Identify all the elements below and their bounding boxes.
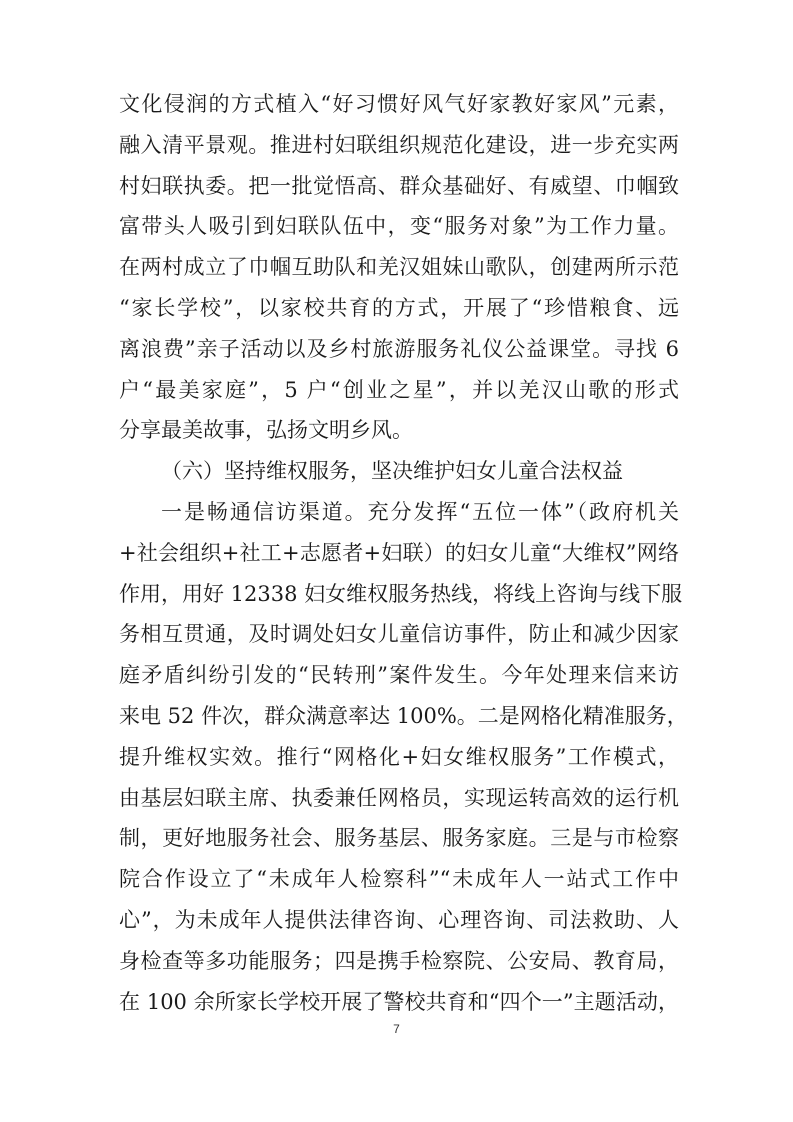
text-line: 文化侵润的方式植入“好习惯好风气好家教好家风”元素， xyxy=(119,92,679,116)
text-line: 由基层妇联主席、执委兼任网格员，实现运转高效的运行机 xyxy=(119,785,679,810)
text-line: 户“最美家庭”，5 户“创业之星”，并以羌汉山歌的形式 xyxy=(119,377,679,402)
text-line: 融入清平景观。推进村妇联组织规范化建设，进一步充实两 xyxy=(119,132,679,157)
page-number: 7 xyxy=(393,1022,400,1036)
text-line: 务相互贯通，及时调处妇女儿童信访事件，防止和减少因家 xyxy=(119,622,679,647)
body-text xyxy=(119,84,688,1022)
text-line: 在 100 余所家长学校开展了警校共育和“四个一”主题活动， xyxy=(119,989,679,1014)
text-line: 庭矛盾纠纷引发的“民转刑”案件发生。今年处理来信来访 xyxy=(119,663,679,688)
text-line: 来电 52 件次，群众满意率达 100%。二是网格化精准服务， xyxy=(119,703,688,728)
text-line: 离浪费”亲子活动以及乡村旅游服务礼仪公益课堂。寻找 6 xyxy=(119,336,679,361)
text-line: 心”，为未成年人提供法律咨询、心理咨询、司法救助、人 xyxy=(119,907,679,932)
text-line: “家长学校”，以家校共育的方式，开展了“珍惜粮食、远 xyxy=(119,295,679,320)
text-line: 身检查等多功能服务；四是携手检察院、公安局、教育局， xyxy=(119,948,679,973)
text-line: 院合作设立了“未成年人检察科”“未成年人一站式工作中 xyxy=(119,867,679,892)
text-line: 一是畅通信访渠道。充分发挥“五位一体”（政府机关 xyxy=(161,499,679,524)
text-line: 分享最美故事，弘扬文明乡风。 xyxy=(119,418,413,443)
text-line: 在两村成立了巾帼互助队和羌汉姐妹山歌队，创建两所示范 xyxy=(119,255,679,280)
section-heading: （六）坚持维权服务，坚决维护妇女儿童合法权益 xyxy=(161,459,623,484)
text-line: 制，更好地服务社会、服务基层、服务家庭。三是与市检察 xyxy=(119,826,679,851)
text-line: 富带头人吸引到妇联队伍中，变“服务对象”为工作力量。 xyxy=(119,214,679,239)
text-line: 提升维权实效。推行“网格化+妇女维权服务”工作模式， xyxy=(119,744,679,769)
text-line: 作用，用好 12338 妇女维权服务热线，将线上咨询与线下服 xyxy=(119,581,683,606)
text-line: +社会组织+社工+志愿者+妇联）的妇女儿童“大维权”网络 xyxy=(119,540,679,565)
text-line: 村妇联执委。把一批觉悟高、群众基础好、有威望、巾帼致 xyxy=(119,173,679,198)
